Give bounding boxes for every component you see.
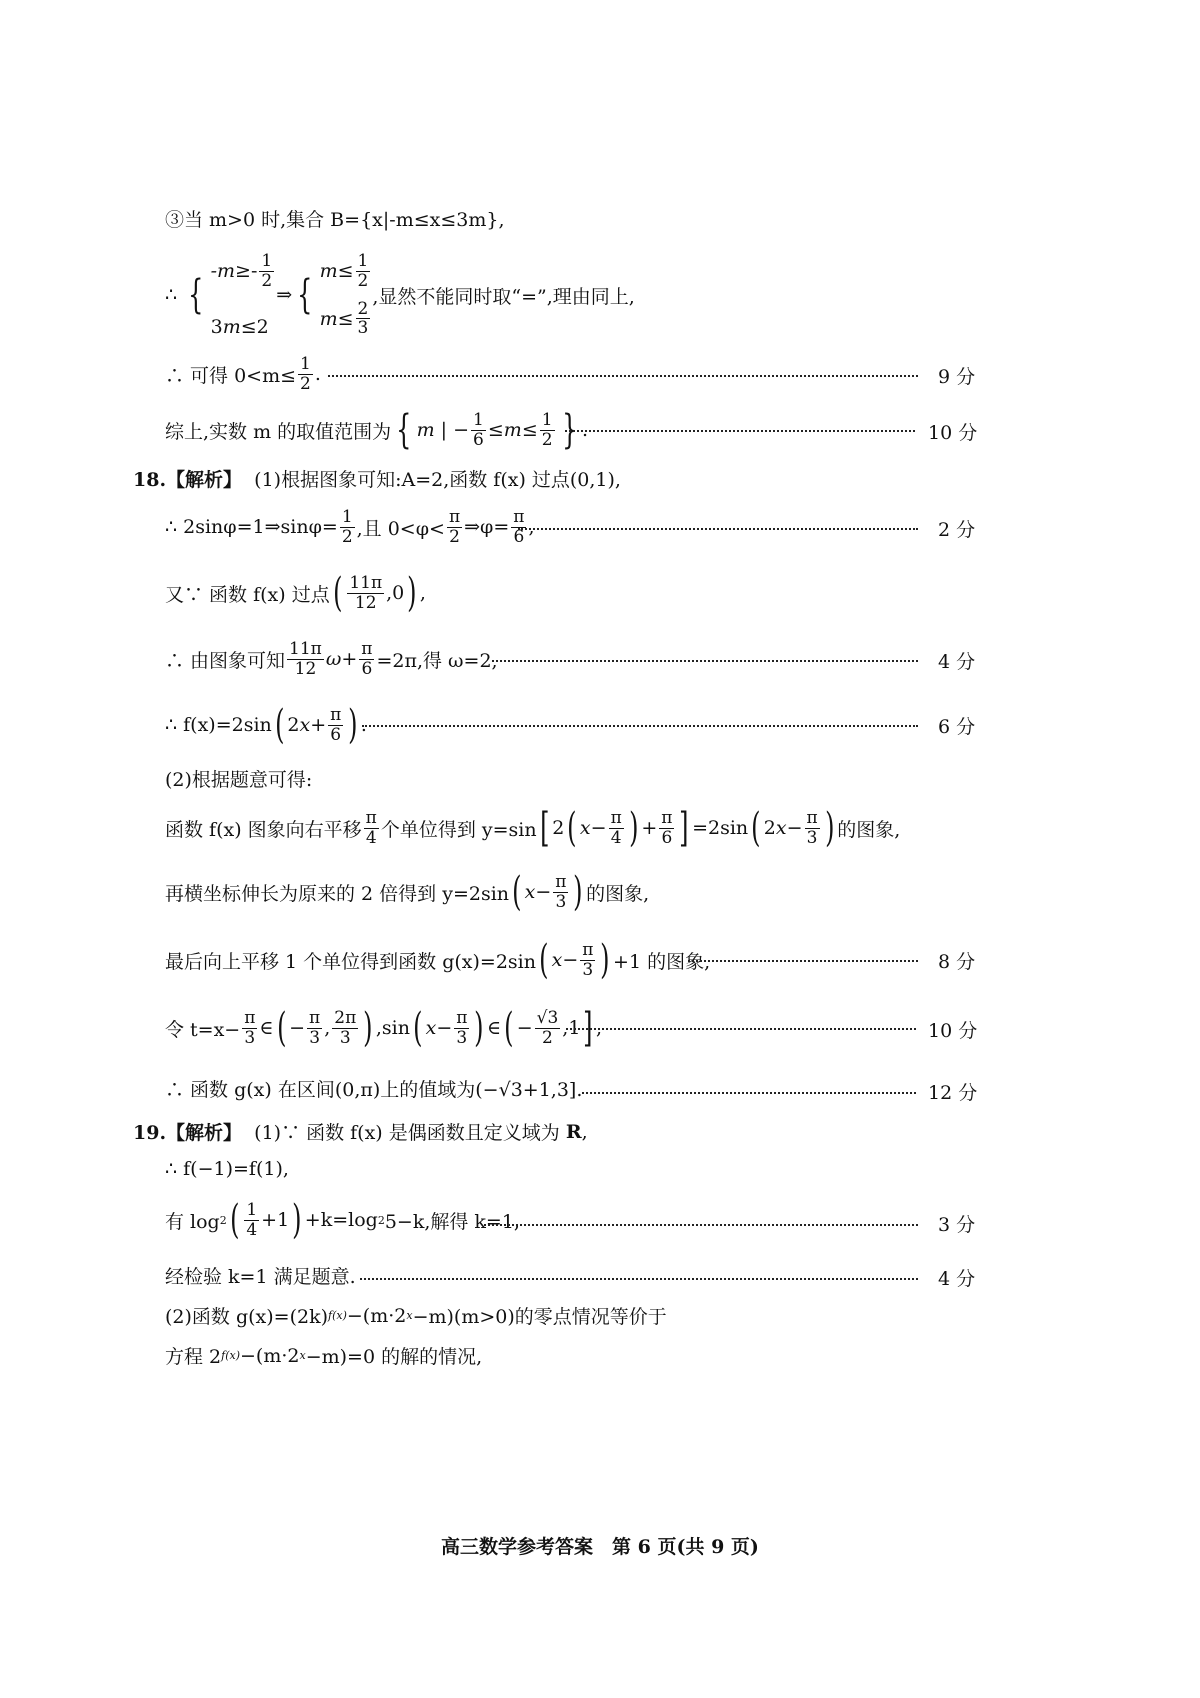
- leader-dots: [484, 1224, 918, 1226]
- score: 2 分: [938, 519, 976, 541]
- text-line: 又∵ 函数 f(x) 过点 ( $\frac{11\pi}{12}$ ,0 ) ,: [165, 570, 426, 616]
- question-19-head: 19.【解析】 (1)∵ 函数 f(x) 是偶函数且定义域为 R ,: [133, 1120, 588, 1144]
- leader-dots: [565, 430, 915, 432]
- score: 3 分: [938, 1214, 976, 1236]
- system-line: ∴ { -m ≥- $\frac{1}{2}$ 3 m ≤2 ⇒ { m ≤ $\frac{1}{2}$ m ≤ $\frac{2}{3}$ ,显然不能同时取“=”,理由同上,: [165, 251, 635, 339]
- text-line: ③当 m>0 时,集合 B={x|-m≤x≤3m},: [165, 209, 505, 231]
- leader-dots: [688, 960, 918, 962]
- text-line: ∴ 函数 g(x) 在区间(0,π)上的值域为(−√3+1,3].: [165, 1079, 583, 1101]
- text-line: (2)根据题意可得:: [165, 769, 313, 791]
- leader-dots: [566, 1028, 916, 1030]
- text-line: 最后向上平移 1 个单位得到函数 g(x)=2sin ( x − $\frac{\pi}{3}$ ) +1 的图象,: [165, 937, 711, 983]
- text-line: 方程 2 f(x) −(m·2 x −m)=0 的解的情况,: [165, 1344, 483, 1368]
- score: 12 分: [928, 1082, 978, 1104]
- leader-dots: [518, 528, 918, 530]
- text-line: ∴ f(x)=2sin ( 2 x + $\frac{\pi}{6}$ ) .: [165, 702, 367, 748]
- leader-dots: [360, 1278, 918, 1280]
- score: 4 分: [938, 1268, 976, 1290]
- score: 6 分: [938, 716, 976, 738]
- question-18-head: 18.【解析】 (1)根据图象可知:A=2,函数 f(x) 过点(0,1),: [133, 469, 621, 491]
- text-line: 经检验 k=1 满足题意.: [165, 1266, 356, 1288]
- score: 10 分: [928, 422, 978, 444]
- leader-dots: [362, 725, 918, 727]
- text-line: ∴ 由图象可知 $\frac{11\pi}{12}$ ω + $\frac{\pi}{6}$ =2π,得 ω=2,: [165, 639, 498, 679]
- leader-dots: [582, 1092, 916, 1094]
- score: 10 分: [928, 1020, 978, 1042]
- text-line: ∴ 2sinφ=1⇒sinφ= $\frac{1}{2}$ ,且 0<φ< $\frac{\pi}{2}$ ⇒φ= $\frac{\pi}{6}$ ,: [165, 507, 535, 547]
- text-line: 函数 f(x) 图象向右平移 $\frac{\pi}{4}$ 个单位得到 y=sin [ 2 ( x − $\frac{\pi}{4}$ ) + $\frac{\pi}{6}$ ] =2sin ( 2 x − $\frac{\pi}{3}$ ) 的图象,: [165, 805, 901, 851]
- leader-dots: [328, 375, 918, 377]
- text-line: 有 log 2 ( $\frac{1}{4}$ +1 ) +k=log 2 5−k,解得 k=1,: [165, 1197, 520, 1243]
- text-line: ∴ f(−1)=f(1),: [165, 1158, 289, 1180]
- score: 8 分: [938, 951, 976, 973]
- text-line: 令 t=x− $\frac{\pi}{3}$ ∈ ( − $\frac{\pi}{3}$ , $\frac{2\pi}{3}$ ) ,sin ( x − $\frac{\pi}{3}$ ) ∈ ( − $\frac{√3}{2}$ ,1 ] ,: [165, 1005, 603, 1051]
- score: 4 分: [938, 651, 976, 673]
- text-line: 再横坐标伸长为原来的 2 倍得到 y=2sin ( x − $\frac{\pi}{3}$ ) 的图象,: [165, 869, 650, 915]
- leader-dots: [492, 660, 918, 662]
- score: 9 分: [938, 366, 976, 388]
- text-line: (2)函数 g(x)=(2k) f(x) −(m·2 x −m)(m>0)的零点情况等价于: [165, 1304, 667, 1328]
- page-footer: 高三数学参考答案 第 6 页(共 9 页): [441, 1536, 759, 1558]
- text-line: 综上,实数 m 的取值范围为 { m | − $\frac{1}{6}$ ≤ m ≤ $\frac{1}{2}$ } .: [165, 407, 589, 453]
- text-line: ∴ 可得 0<m≤ $\frac{1}{2}$ .: [165, 354, 321, 394]
